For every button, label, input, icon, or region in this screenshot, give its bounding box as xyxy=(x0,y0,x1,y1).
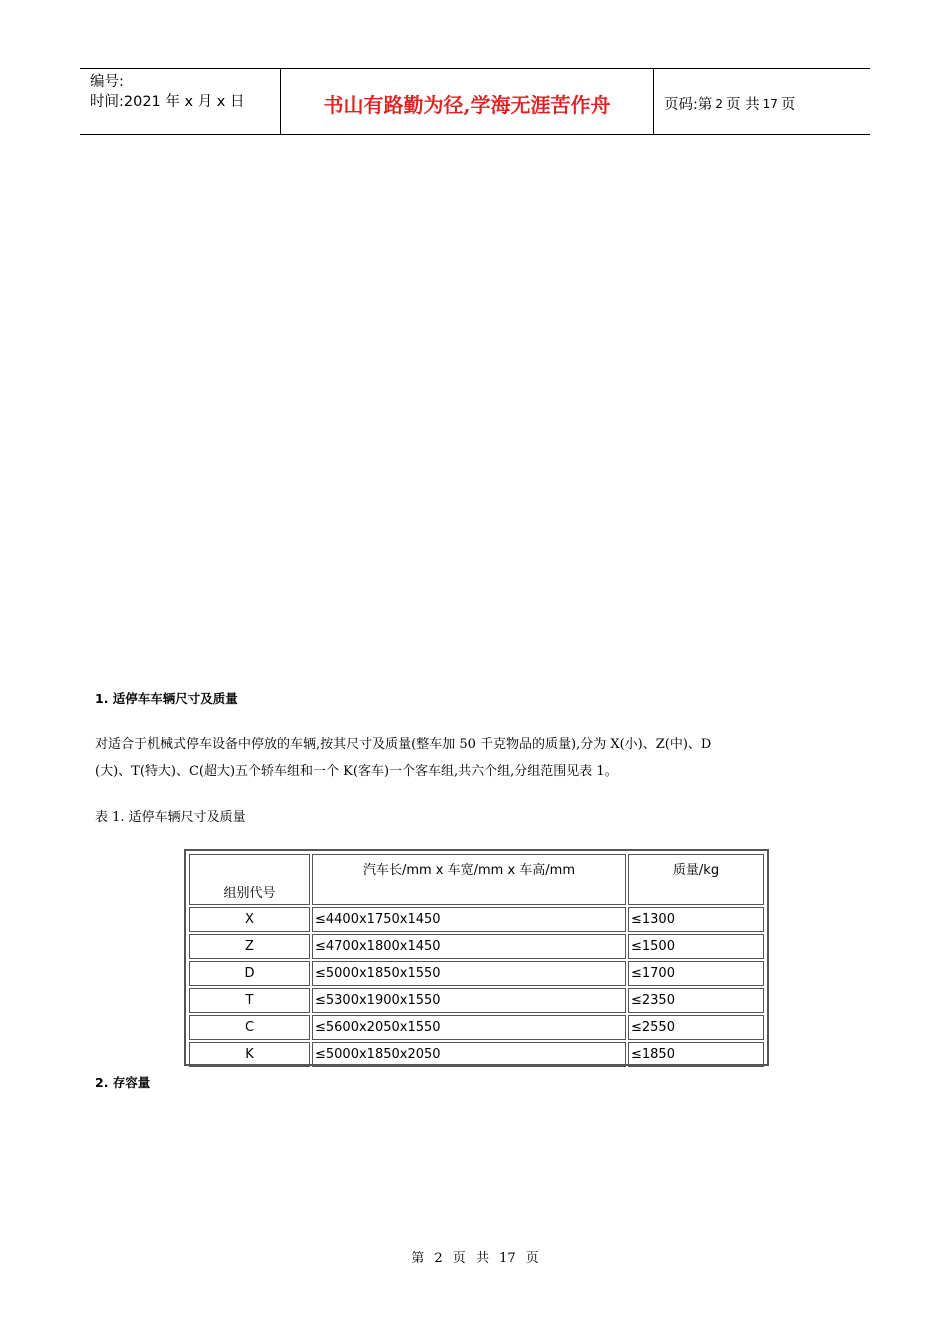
header-page-indicator xyxy=(654,69,870,134)
cell-dimensions: ≤5300x1900x1550 xyxy=(312,988,626,1013)
cell-group: Z xyxy=(189,934,310,959)
footer-total-word: 共 xyxy=(475,1251,489,1266)
cell-group: X xyxy=(189,907,310,932)
cell-dimensions: ≤4700x1800x1450 xyxy=(312,934,626,959)
header-meta xyxy=(80,69,281,134)
table-row xyxy=(189,1015,764,1040)
section-1-title: 1. 适停车车辆尺寸及质量 xyxy=(95,691,238,706)
cell-dimensions: ≤4400x1750x1450 xyxy=(312,907,626,932)
section-1-paragraph xyxy=(95,731,815,785)
page-label-mid: 页 共 xyxy=(726,97,760,113)
table-row xyxy=(189,934,764,959)
footer-prefix: 第 xyxy=(411,1251,425,1266)
cell-group: K xyxy=(189,1042,310,1067)
page-label-suffix: 页 xyxy=(780,97,796,113)
cell-mass: ≤1300 xyxy=(628,907,764,932)
table-row xyxy=(189,1042,764,1067)
footer-suffix: 页 xyxy=(525,1251,539,1266)
table-row xyxy=(189,907,764,932)
cell-group: D xyxy=(189,961,310,986)
table-header-row xyxy=(189,854,764,905)
cell-dimensions: ≤5000x1850x1550 xyxy=(312,961,626,986)
cell-mass: ≤1850 xyxy=(628,1042,764,1067)
page-label-prefix: 页码:第 xyxy=(664,97,713,113)
cell-group: C xyxy=(189,1015,310,1040)
cell-mass: ≤1500 xyxy=(628,934,764,959)
header-dimensions: 汽车长/mm x 车宽/mm x 车高/mm xyxy=(312,854,626,905)
section-2-title: 2. 存容量 xyxy=(95,1075,151,1090)
footer-page-word: 页 xyxy=(452,1251,466,1266)
vehicle-size-table xyxy=(184,849,769,1066)
cell-mass: ≤1700 xyxy=(628,961,764,986)
header-mass: 质量/kg xyxy=(628,854,764,905)
page-header xyxy=(80,68,870,135)
cell-mass: ≤2350 xyxy=(628,988,764,1013)
cell-dimensions: ≤5600x2050x1550 xyxy=(312,1015,626,1040)
cell-group: T xyxy=(189,988,310,1013)
paragraph-line-2: (大)、T(特大)、C(超大)五个轿车组和一个 K(客车)一个客车组,共六个组,分组范围见表 1。 xyxy=(95,764,618,779)
table-row xyxy=(189,988,764,1013)
page-current-number: 2 xyxy=(715,96,724,111)
cell-dimensions: ≤5000x1850x2050 xyxy=(312,1042,626,1067)
page-total-number: 17 xyxy=(762,96,778,111)
table-caption: 表 1. 适停车辆尺寸及质量 xyxy=(95,810,246,825)
paragraph-line-1: 对适合于机械式停车设备中停放的车辆,按其尺寸及质量(整车加 50 千克物品的质量),分为 X(小)、Z(中)、D xyxy=(95,737,712,752)
document-time-label: 时间:2021 年 x 月 x 日 xyxy=(90,94,245,110)
footer-total-pages: 17 xyxy=(499,1251,516,1266)
header-motto: 书山有路勤为径,学海无涯苦作舟 xyxy=(281,69,654,134)
page-footer xyxy=(0,1247,950,1266)
header-group-code: 组别代号 xyxy=(189,854,310,905)
document-number-label: 编号: xyxy=(90,74,124,90)
table-row xyxy=(189,961,764,986)
cell-mass: ≤2550 xyxy=(628,1015,764,1040)
footer-current-page: 2 xyxy=(434,1251,443,1266)
